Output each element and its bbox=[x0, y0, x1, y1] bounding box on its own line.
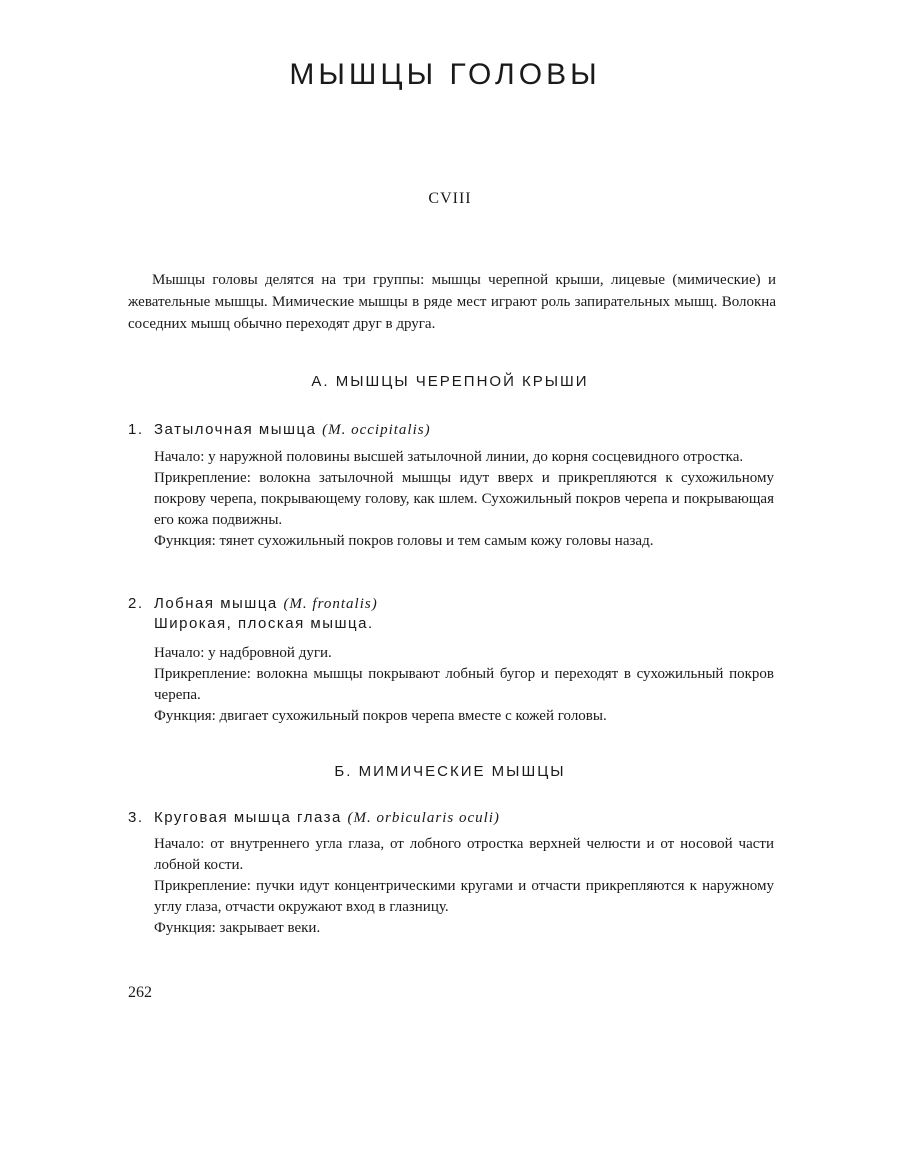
entry-2-function: Функция: двигает сухожильный покров черепа вместе с кожей головы. bbox=[154, 708, 607, 724]
entry-3-function: Функция: закрывает веки. bbox=[154, 920, 321, 936]
entry-2-name: Лобная мышца bbox=[154, 595, 278, 612]
entry-2-origin: Начало: у надбровной дуги. bbox=[154, 645, 332, 661]
entry-3-latin: (M. orbicularis oculi) bbox=[347, 810, 500, 826]
entry-3-number: 3. bbox=[128, 809, 144, 826]
entry-3-description bbox=[154, 834, 774, 939]
entry-3-heading bbox=[128, 807, 788, 829]
entry-1-heading bbox=[128, 419, 788, 441]
entry-3-origin: Начало: от внутреннего угла глаза, от лобного отростка верхней челюсти и от носовой части лобной кости. bbox=[154, 836, 774, 873]
section-a-heading: А. МЫШЦЫ ЧЕРЕПНОЙ КРЫШИ bbox=[311, 373, 589, 390]
entry-1-origin: Начало: у наружной половины высшей затылочной линии, до корня сосцевидного отростка. bbox=[154, 449, 744, 465]
entry-2-insertion: Прикрепление: волокна мышцы покрывают лобный бугор и переходят в сухожильный покров черепа. bbox=[154, 666, 774, 703]
entry-3-insertion: Прикрепление: пучки идут концентрическими кругами и отчасти прикрепляются к наружному углу глаза, отчасти окружают вход в глазницу. bbox=[154, 878, 774, 915]
entry-1-function: Функция: тянет сухожильный покров головы и тем самым кожу головы назад. bbox=[154, 533, 654, 549]
entry-3-name: Круговая мышца глаза bbox=[154, 809, 342, 826]
entry-2-description bbox=[154, 643, 774, 727]
entry-2-heading bbox=[128, 593, 788, 615]
page-number: 262 bbox=[128, 984, 152, 1001]
entry-2-latin: (M. frontalis) bbox=[283, 596, 378, 612]
intro-paragraph: Мышцы головы делятся на три группы: мышцы черепной крыши, лицевые (мимические) и жевательные мышцы. Мимические мышцы в ряде мест играют роль запирательных мышц. Волокна соседних мышц обычно переходят друг в друга. bbox=[128, 272, 776, 332]
section-b-heading: Б. МИМИЧЕСКИЕ МЫШЦЫ bbox=[334, 763, 566, 780]
entry-1-description bbox=[154, 447, 774, 552]
chapter-number: CVIII bbox=[428, 190, 472, 207]
entry-2-subtitle: Широкая, плоская мышца. bbox=[154, 615, 374, 632]
entry-2-number: 2. bbox=[128, 595, 144, 612]
entry-1-number: 1. bbox=[128, 421, 144, 438]
entry-1-latin: (M. occipitalis) bbox=[322, 422, 431, 438]
entry-1-insertion: Прикрепление: волокна затылочной мышцы идут вверх и прикрепляются к сухожильному покрову черепа, покрывающему голову, как шлем. Сухожильный покров черепа и покрывающая его кожа подвижны. bbox=[154, 470, 774, 528]
page-title: МЫШЦЫ ГОЛОВЫ bbox=[289, 58, 601, 91]
entry-1-name: Затылочная мышца bbox=[154, 421, 317, 438]
